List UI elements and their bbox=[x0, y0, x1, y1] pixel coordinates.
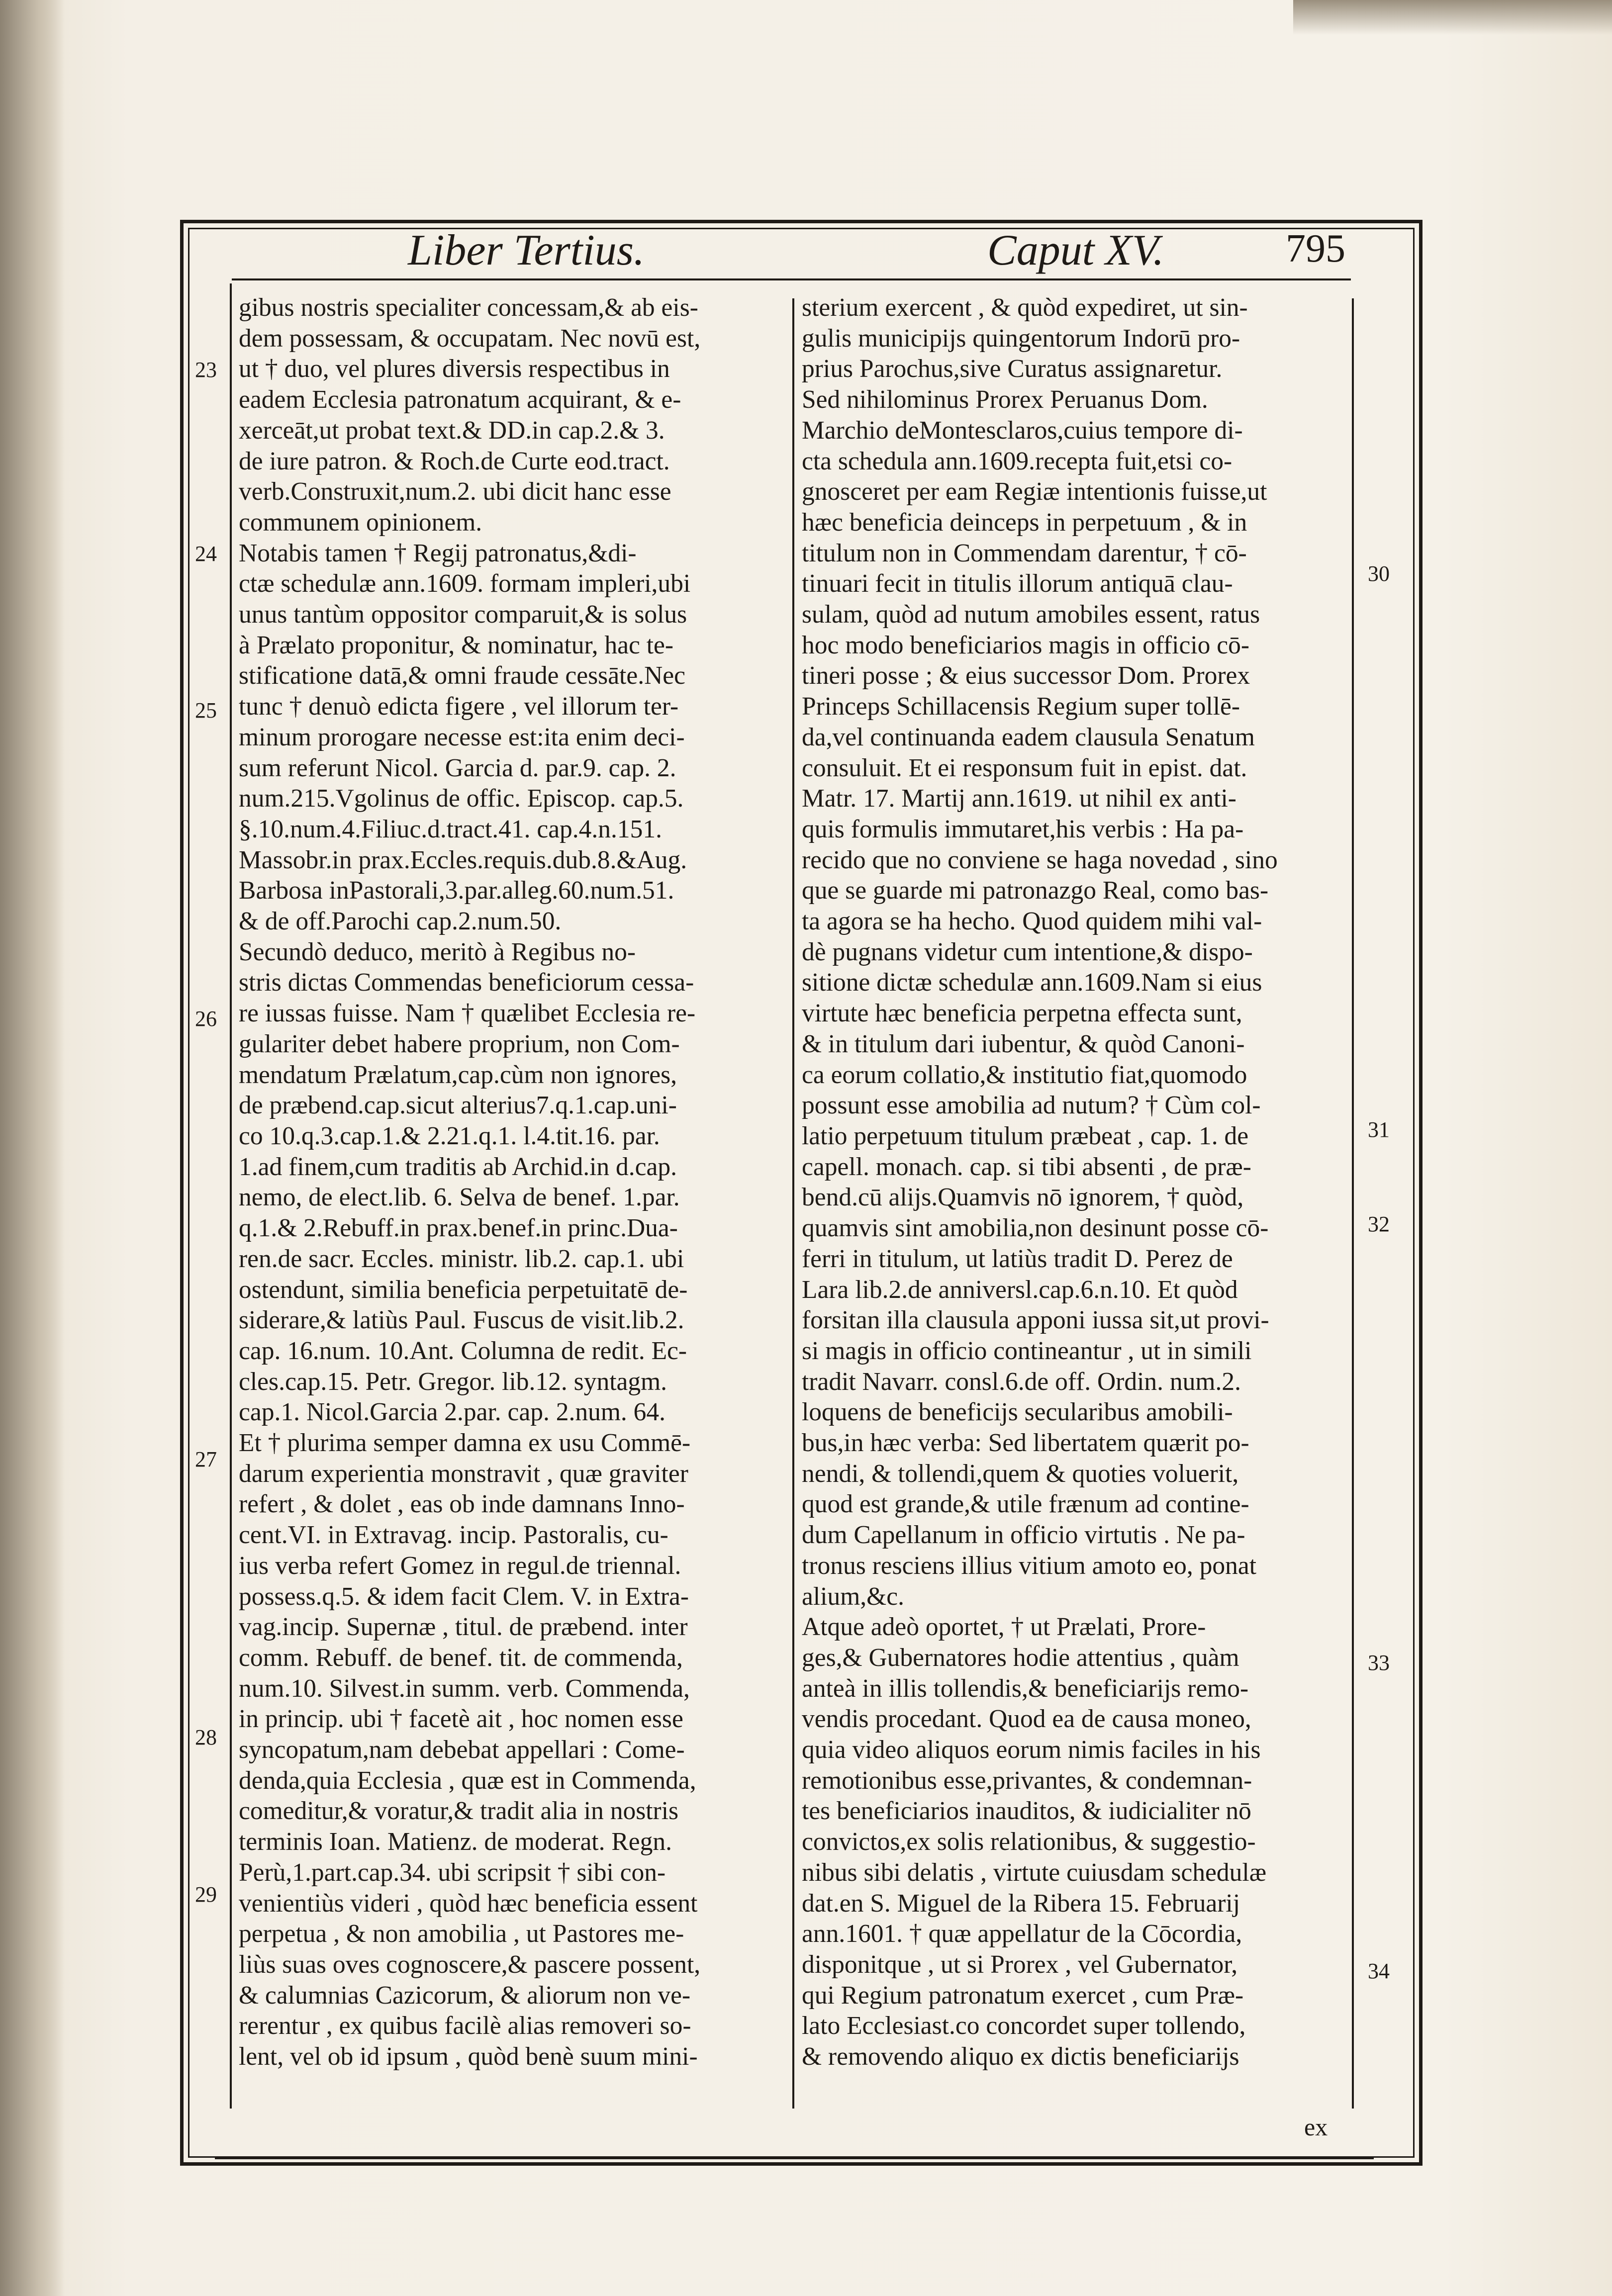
text-line: nendi, & tollendi,quem & quoties voluerit, bbox=[802, 1459, 1239, 1488]
text-line: Sed nihilominus Prorex Peruanus Dom. bbox=[802, 385, 1208, 414]
text-line: quod est grande,& utile frænum ad contine- bbox=[802, 1490, 1249, 1519]
text-line: verb.Construxit,num.2. ubi dicit hanc esse bbox=[239, 477, 671, 506]
text-line: ges,& Gubernatores hodie attentius , quàm bbox=[802, 1643, 1239, 1672]
bottom-rule bbox=[215, 2157, 1374, 2159]
text-line: Matr. 17. Martij ann.1619. ut nihil ex anti- bbox=[802, 784, 1236, 813]
text-line: ctæ schedulæ ann.1609. formam impleri,ubi bbox=[239, 569, 691, 598]
margin-number: 28 bbox=[195, 1725, 217, 1749]
center-column-rule bbox=[792, 298, 794, 2109]
text-line: siderare,& latiùs Paul. Fuscus de visit.lib.2. bbox=[239, 1306, 684, 1335]
margin-number: 29 bbox=[195, 1882, 217, 1907]
text-line: xerceāt,ut probat text.& DD.in cap.2.& 3. bbox=[239, 416, 665, 445]
text-line: & in titulum dari iubentur, & quòd Canoni- bbox=[802, 1029, 1245, 1058]
text-line: quis formulis immutaret,his verbis : Ha pa- bbox=[802, 815, 1244, 843]
text-line: dem possessam, & occupatam. Nec novū est, bbox=[239, 324, 701, 353]
text-line: co 10.q.3.cap.1.& 2.21.q.1. l.4.tit.16. par. bbox=[239, 1121, 660, 1150]
text-line: prius Parochus,sive Curatus assignaretur. bbox=[802, 355, 1223, 383]
text-line: dè pugnans videtur cum intentione,& dispo- bbox=[802, 937, 1253, 966]
running-head-center: Caput XV. bbox=[987, 226, 1164, 275]
text-line: ta agora se ha hecho. Quod quidem mihi val- bbox=[802, 907, 1262, 936]
text-line: tradit Navarr. consl.6.de off. Ordin. num.2. bbox=[802, 1367, 1241, 1396]
text-line: quia video aliquos eorum nimis faciles in his bbox=[802, 1736, 1261, 1764]
text-line: cap.1. Nicol.Garcia 2.par. cap. 2.num. 64. bbox=[239, 1398, 666, 1427]
text-line: Notabis tamen † Regij patronatus,&di- bbox=[239, 539, 637, 567]
text-line: venientiùs videri , quòd hæc beneficia essent bbox=[239, 1889, 698, 1918]
text-line: & removendo aliquo ex dictis beneficiarijs bbox=[802, 2042, 1239, 2071]
text-line: ca eorum collatio,& institutio fiat,quomodo bbox=[802, 1060, 1247, 1089]
text-line: ius verba refert Gomez in regul.de triennal. bbox=[239, 1551, 681, 1580]
text-line: tinuari fecit in titulis illorum antiquā clau- bbox=[802, 569, 1233, 598]
text-line: Perù,1.part.cap.34. ubi scripsit † sibi con- bbox=[239, 1858, 666, 1887]
text-line: ut † duo, vel plures diversis respectibus in bbox=[239, 355, 670, 383]
text-line: bend.cū alijs.Quamvis nō ignorem, † quòd, bbox=[802, 1183, 1244, 1212]
text-line: mendatum Prælatum,cap.cùm non ignores, bbox=[239, 1060, 677, 1089]
text-line: alium,&c. bbox=[802, 1582, 904, 1611]
text-line: tes beneficiarios inauditos, & iudicialiter nō bbox=[802, 1797, 1251, 1826]
text-line: remotionibus esse,privantes, & condemnan- bbox=[802, 1766, 1252, 1795]
text-line: Barbosa inPastorali,3.par.alleg.60.num.51. bbox=[239, 876, 674, 905]
text-line: tunc † denuò edicta figere , vel illorum ter- bbox=[239, 692, 679, 721]
text-line: nemo, de elect.lib. 6. Selva de benef. 1.par. bbox=[239, 1183, 680, 1212]
text-line: gnosceret per eam Regiæ intentionis fuisse,ut bbox=[802, 477, 1267, 506]
page-edge-shadow bbox=[1293, 0, 1612, 35]
margin-number: 23 bbox=[195, 358, 217, 382]
margin-number: 24 bbox=[195, 542, 217, 566]
text-line: da,vel continuanda eadem clausula Senatum bbox=[802, 723, 1255, 751]
margin-number: 32 bbox=[1368, 1212, 1390, 1236]
text-line: stris dictas Commendas beneficiorum cessa- bbox=[239, 968, 694, 997]
text-line: cap. 16.num. 10.Ant. Columna de redit. Ec- bbox=[239, 1336, 687, 1365]
text-line: dat.en S. Miguel de la Ribera 15. Februarij bbox=[802, 1889, 1240, 1918]
text-line: convictos,ex solis relationibus, & suggestio- bbox=[802, 1828, 1256, 1856]
margin-number: 31 bbox=[1368, 1117, 1390, 1142]
text-line: comm. Rebuff. de benef. tit. de commenda, bbox=[239, 1643, 683, 1672]
left-column-rule bbox=[230, 283, 232, 2109]
text-line: denda,quia Ecclesia , quæ est in Commenda, bbox=[239, 1766, 696, 1795]
text-line: nibus sibi delatis , virtute cuiusdam schedulæ bbox=[802, 1858, 1267, 1887]
text-line: Massobr.in prax.Eccles.requis.dub.8.&Aug. bbox=[239, 845, 687, 874]
text-line: cta schedula ann.1609.recepta fuit,etsi co- bbox=[802, 447, 1233, 475]
text-line: cent.VI. in Extravag. incip. Pastoralis, cu- bbox=[239, 1521, 668, 1550]
text-line: possess.q.5. & idem facit Clem. V. in Extra- bbox=[239, 1582, 689, 1611]
text-line: qui Regium patronatum exercet , cum Præ- bbox=[802, 1981, 1244, 2010]
text-line: communem opinionem. bbox=[239, 508, 482, 537]
text-line: Lara lib.2.de anniversl.cap.6.n.10. Et quòd bbox=[802, 1275, 1238, 1304]
text-line: eadem Ecclesia patronatum acquirant, & e- bbox=[239, 385, 681, 414]
text-line: anteà in illis tollendis,& beneficiarijs remo- bbox=[802, 1674, 1249, 1703]
text-line: syncopatum,nam debebat appellari : Come- bbox=[239, 1736, 685, 1764]
binding-gutter-shadow bbox=[0, 0, 65, 2296]
text-line: sum referunt Nicol. Garcia d. par.9. cap. 2. bbox=[239, 753, 676, 782]
text-line: hæc beneficia deinceps in perpetuum , & in bbox=[802, 508, 1247, 537]
margin-number: 33 bbox=[1368, 1651, 1390, 1675]
running-head-left: Liber Tertius. bbox=[408, 226, 645, 275]
text-line: dum Capellanum in officio virtutis . Ne pa- bbox=[802, 1521, 1245, 1550]
text-line: num.10. Silvest.in summ. verb. Commenda, bbox=[239, 1674, 690, 1703]
text-line: vendis procedant. Quod ea de causa moneo, bbox=[802, 1705, 1251, 1734]
text-line: num.215.Vgolinus de offic. Episcop. cap.5. bbox=[239, 784, 684, 813]
margin-number: 30 bbox=[1368, 561, 1390, 586]
text-line: & calumnias Cazicorum, & aliorum non ve- bbox=[239, 1981, 691, 2010]
text-line: sterium exercent , & quòd expediret, ut sin- bbox=[802, 293, 1248, 322]
text-line: q.1.& 2.Rebuff.in prax.benef.in princ.Dua- bbox=[239, 1214, 678, 1243]
text-line: §.10.num.4.Filiuc.d.tract.41. cap.4.n.151. bbox=[239, 815, 663, 843]
text-line: Atque adeò oportet, † ut Prælati, Prore- bbox=[802, 1613, 1206, 1642]
text-line: minum prorogare necesse est:ita enim deci- bbox=[239, 723, 685, 751]
text-line: recido que no conviene se haga novedad , sino bbox=[802, 845, 1278, 874]
text-line: darum experientia monstravit , quæ graviter bbox=[239, 1459, 688, 1488]
text-line: disponitque , ut si Prorex , vel Gubernator, bbox=[802, 1950, 1238, 1979]
text-line: Princeps Schillacensis Regium super tollē- bbox=[802, 692, 1240, 721]
text-line: Et † plurima semper damna ex usu Commē- bbox=[239, 1429, 691, 1458]
text-line: hoc modo beneficiarios magis in officio cō- bbox=[802, 631, 1250, 659]
text-line: cles.cap.15. Petr. Gregor. lib.12. syntagm. bbox=[239, 1367, 667, 1396]
text-line: sitione dictæ schedulæ ann.1609.Nam si eius bbox=[802, 968, 1262, 997]
text-line: que se guarde mi patronazgo Real, como bas- bbox=[802, 876, 1269, 905]
text-line: loquens de beneficijs secularibus amobili- bbox=[802, 1398, 1233, 1427]
text-line: capell. monach. cap. si tibi absenti , de præ- bbox=[802, 1152, 1251, 1181]
text-line: comeditur,& voratur,& tradit alia in nostris bbox=[239, 1797, 679, 1826]
text-line: rerentur , ex quibus facilè alias removeri so- bbox=[239, 2012, 691, 2040]
text-line: sulam, quòd ad nutum amobiles essent, ratus bbox=[802, 600, 1260, 629]
text-line: unus tantùm oppositor comparuit,& is solus bbox=[239, 600, 687, 629]
text-line: ostendunt, similia beneficia perpetuitatē de- bbox=[239, 1275, 688, 1304]
text-line: ren.de sacr. Eccles. ministr. lib.2. cap.1. ubi bbox=[239, 1244, 684, 1273]
text-line: in princip. ubi † facetè ait , hoc nomen esse bbox=[239, 1705, 683, 1734]
text-line: lent, vel ob id ipsum , quòd benè suum mini- bbox=[239, 2042, 698, 2071]
margin-number: 25 bbox=[195, 698, 217, 723]
text-line: refert , & dolet , eas ob inde damnans Inno- bbox=[239, 1490, 685, 1519]
text-line: gulis municipijs quingentorum Indorū pro- bbox=[802, 324, 1240, 353]
text-line: Marchio deMontesclaros,cuius tempore di- bbox=[802, 416, 1243, 445]
text-line: virtute hæc beneficia perpetna effecta sunt, bbox=[802, 999, 1242, 1028]
text-line: de præbend.cap.sicut alterius7.q.1.cap.uni- bbox=[239, 1091, 677, 1120]
header-rule bbox=[232, 278, 1351, 280]
text-line: perpetua , & non amobilia , ut Pastores me- bbox=[239, 1920, 684, 1948]
text-line: tineri posse ; & eius successor Dom. Prorex bbox=[802, 661, 1250, 690]
text-line: stificatione datā,& omni fraude cessāte.Nec bbox=[239, 661, 686, 690]
text-line: latio perpetuum titulum præbeat , cap. 1. de bbox=[802, 1121, 1249, 1150]
text-line: gulariter debet habere proprium, non Com- bbox=[239, 1029, 680, 1058]
text-line: Secundò deduco, meritò à Regibus no- bbox=[239, 937, 636, 966]
text-line: bus,in hæc verba: Sed libertatem quærit po- bbox=[802, 1429, 1249, 1458]
text-line: vag.incip. Supernæ , titul. de præbend. inter bbox=[239, 1613, 688, 1642]
text-line: quamvis sint amobilia,non desinunt posse cō- bbox=[802, 1214, 1269, 1243]
catchword: ex bbox=[1304, 2113, 1328, 2141]
text-line: de iure patron. & Roch.de Curte eod.tract. bbox=[239, 447, 670, 475]
margin-number: 26 bbox=[195, 1007, 217, 1031]
text-line: terminis Ioan. Matienz. de moderat. Regn. bbox=[239, 1828, 672, 1856]
page-number: 795 bbox=[1286, 227, 1345, 271]
text-line: à Prælato proponitur, & nominatur, hac te- bbox=[239, 631, 674, 659]
text-line: liùs suas oves cognoscere,& pascere possent, bbox=[239, 1950, 701, 1979]
left-text-column bbox=[239, 292, 786, 2072]
margin-number: 34 bbox=[1368, 1959, 1390, 1983]
text-line: ferri in titulum, ut latiùs tradit D. Perez de bbox=[802, 1244, 1233, 1273]
text-line: 1.ad finem,cum traditis ab Archid.in d.cap. bbox=[239, 1152, 677, 1181]
text-line: tronus resciens illius vitium amoto eo, ponat bbox=[802, 1551, 1256, 1580]
text-line: possunt esse amobilia ad nutum? † Cùm col- bbox=[802, 1091, 1261, 1120]
text-line: titulum non in Commendam darentur, † cō- bbox=[802, 539, 1247, 567]
text-line: lato Ecclesiast.co concordet super tollendo, bbox=[802, 2012, 1246, 2040]
text-line: ann.1601. † quæ appellatur de la Cōcordia, bbox=[802, 1920, 1242, 1948]
right-text-column bbox=[802, 292, 1345, 2072]
right-column-rule bbox=[1352, 298, 1354, 2109]
text-line: forsitan illa clausula apponi iussa sit,ut provi- bbox=[802, 1306, 1269, 1335]
margin-number: 27 bbox=[195, 1447, 217, 1471]
text-line: gibus nostris specialiter concessam,& ab eis- bbox=[239, 293, 698, 322]
text-line: re iussas fuisse. Nam † quælibet Ecclesia re- bbox=[239, 999, 696, 1028]
text-line: consuluit. Et ei responsum fuit in epist. dat. bbox=[802, 753, 1247, 782]
text-line: si magis in officio contineantur , ut in simili bbox=[802, 1336, 1252, 1365]
text-line: & de off.Parochi cap.2.num.50. bbox=[239, 907, 562, 936]
